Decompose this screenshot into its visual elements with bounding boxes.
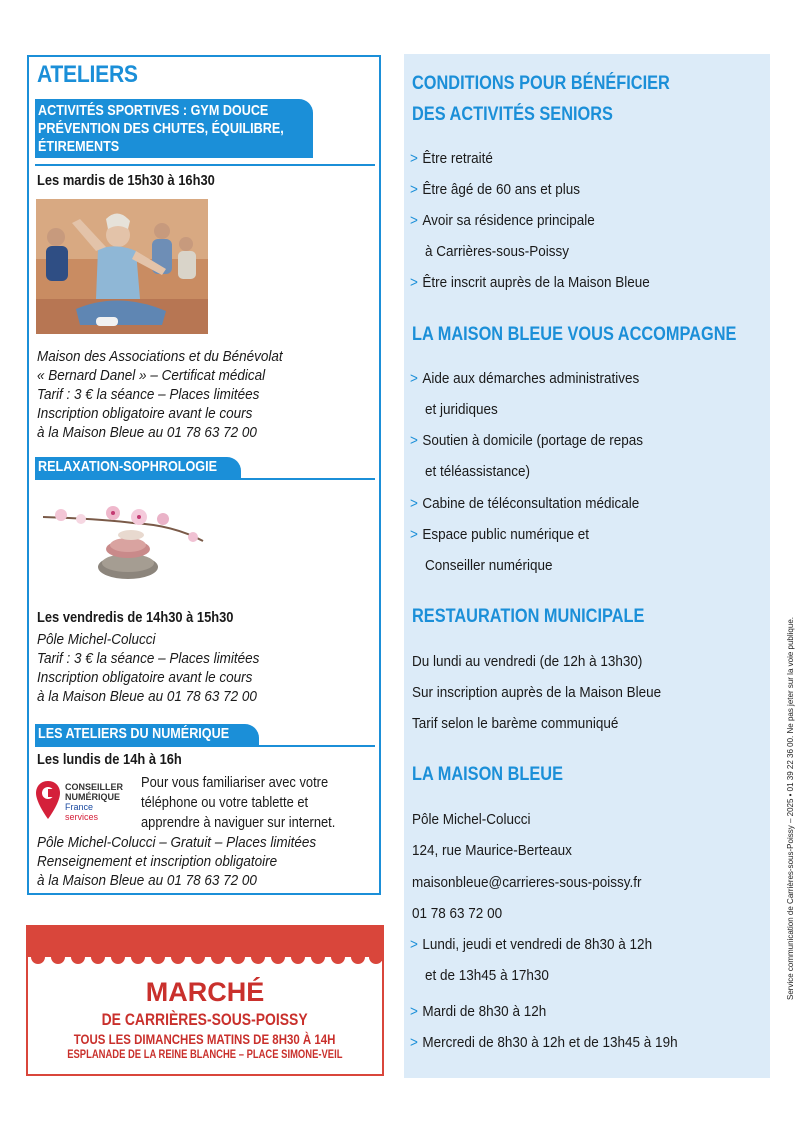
accompagne-item-4: > Espace public numérique et xyxy=(410,526,590,543)
numerique-detail-3: à la Maison Bleue au 01 78 63 72 00 xyxy=(37,872,257,889)
chevron-right-icon: > xyxy=(410,526,418,543)
condition-item-3: > Avoir sa résidence principale xyxy=(410,212,595,229)
maison-bleue-title: LA MAISON BLEUE xyxy=(412,764,563,785)
numerique-divider xyxy=(35,745,375,747)
chevron-right-icon: > xyxy=(410,212,418,229)
restauration-line-1: Du lundi au vendredi (de 12h à 13h30) xyxy=(412,653,643,670)
gym-detail-1: Maison des Associations et du Bénévolat xyxy=(37,348,283,365)
marche-line-3: ESPLANADE DE LA REINE BLANCHE – PLACE SIMONE-VEIL xyxy=(67,1049,343,1061)
ateliers-panel xyxy=(27,55,381,895)
condition-item-1: > Être retraité xyxy=(410,150,493,167)
numerique-schedule: Les lundis de 14h à 16h xyxy=(37,751,182,768)
accompagne-item-4-cont: Conseiller numérique xyxy=(425,557,553,574)
gym-detail-5: à la Maison Bleue au 01 78 63 72 00 xyxy=(37,424,257,441)
numerique-detail-1: Pôle Michel-Colucci – Gratuit – Places limitées xyxy=(37,834,317,851)
gym-schedule: Les mardis de 15h30 à 16h30 xyxy=(37,172,215,189)
relax-schedule: Les vendredis de 14h30 à 15h30 xyxy=(37,609,234,626)
condition-item-4: > Être inscrit auprès de la Maison Bleue xyxy=(410,274,650,291)
restauration-line-2: Sur inscription auprès de la Maison Bleue xyxy=(412,684,662,701)
accompagne-item-2: > Soutien à domicile (portage de repas xyxy=(410,432,644,449)
conseiller-numerique-logo xyxy=(35,779,141,827)
condition-item-2: > Être âgé de 60 ans et plus xyxy=(410,181,581,198)
gym-tab-line-2: PRÉVENTION DES CHUTES, ÉQUILIBRE, xyxy=(38,120,284,137)
restauration-title: RESTAURATION MUNICIPALE xyxy=(412,606,645,627)
gym-detail-2: « Bernard Danel » – Certificat médical xyxy=(37,367,266,384)
marche-box xyxy=(26,925,384,1076)
phone-number: 01 78 63 72 00 xyxy=(412,905,503,922)
relax-detail-1: Pôle Michel-Colucci xyxy=(37,631,156,648)
chevron-right-icon: > xyxy=(410,432,418,449)
tab-gym-douce xyxy=(35,99,313,158)
numerique-intro-2: téléphone ou votre tablette et xyxy=(141,794,309,811)
logo-line-1: CONSEILLER xyxy=(65,782,124,792)
location-pin-icon xyxy=(35,779,61,825)
ateliers-title: ATELIERS xyxy=(37,61,138,88)
email-link[interactable]: maisonbleue@carrieres-sous-poissy.fr xyxy=(412,874,642,891)
hours-item-2: > Mardi de 8h30 à 12h xyxy=(410,1003,547,1020)
awning-decoration xyxy=(28,927,382,969)
chevron-right-icon: > xyxy=(410,1003,418,1020)
gym-divider xyxy=(35,164,375,166)
conditions-title-1: CONDITIONS POUR BÉNÉFICIER xyxy=(412,73,670,94)
accompagne-item-1-cont: et juridiques xyxy=(425,401,498,418)
marche-title: MARCHÉ xyxy=(145,977,265,1007)
numerique-tab-label: LES ATELIERS DU NUMÉRIQUE xyxy=(38,725,230,742)
gym-detail-3: Tarif : 3 € la séance – Places limitées xyxy=(37,386,260,403)
chevron-right-icon: > xyxy=(410,1034,418,1051)
accompagne-item-1: > Aide aux démarches administratives xyxy=(410,370,640,387)
gym-detail-4: Inscription obligatoire avant le cours xyxy=(37,405,253,422)
numerique-intro-1: Pour vous familiariser avec votre xyxy=(141,774,329,791)
relax-divider xyxy=(35,478,375,480)
chevron-right-icon: > xyxy=(410,274,418,291)
chevron-right-icon: > xyxy=(410,936,418,953)
hours-item-3: > Mercredi de 8h30 à 12h et de 13h45 à 19h xyxy=(410,1034,678,1051)
info-panel xyxy=(404,54,770,1078)
accompagne-item-3: > Cabine de téléconsultation médicale xyxy=(410,495,640,512)
gym-tab-line-1: ACTIVITÉS SPORTIVES : GYM DOUCE xyxy=(38,102,269,119)
hours-item-1: > Lundi, jeudi et vendredi de 8h30 à 12h xyxy=(410,936,653,953)
legal-mention: Service communication de Carrières-sous-Poissy – 2025 • 01 39 22 36 00. Ne pas jeter sur la voie publique. xyxy=(786,616,795,1000)
numerique-intro xyxy=(141,773,335,833)
gym-photo xyxy=(36,199,208,334)
chevron-right-icon: > xyxy=(410,150,418,167)
chevron-right-icon: > xyxy=(410,370,418,387)
tab-relaxation xyxy=(35,457,241,478)
marche-line-2: TOUS LES DIMANCHES MATINS DE 8H30 À 14H xyxy=(74,1031,336,1047)
address-line-1: Pôle Michel-Colucci xyxy=(412,811,531,828)
numerique-intro-3: apprendre à naviguer sur internet. xyxy=(141,814,336,831)
tab-numerique xyxy=(35,724,259,745)
condition-item-3-cont: à Carrières-sous-Poissy xyxy=(425,243,570,260)
numerique-detail-2: Renseignement et inscription obligatoire xyxy=(37,853,278,870)
restauration-line-3: Tarif selon le barème communiqué xyxy=(412,715,619,732)
chevron-right-icon: > xyxy=(410,495,418,512)
zen-stones-orchid-image xyxy=(43,489,213,584)
address-line-2: 124, rue Maurice-Berteaux xyxy=(412,842,572,859)
logo-line-2: NUMÉRIQUE xyxy=(65,792,121,802)
relax-detail-3: Inscription obligatoire avant le cours xyxy=(37,669,253,686)
relax-detail-2: Tarif : 3 € la séance – Places limitées xyxy=(37,650,260,667)
hours-item-1-cont: et de 13h45 à 17h30 xyxy=(425,967,549,984)
relax-detail-4: à la Maison Bleue au 01 78 63 72 00 xyxy=(37,688,257,705)
logo-line-3: France xyxy=(65,802,94,812)
marche-line-1: DE CARRIÈRES-SOUS-POISSY xyxy=(101,1010,309,1029)
accompagne-title: LA MAISON BLEUE VOUS ACCOMPAGNE xyxy=(412,324,737,345)
relax-tab-label: RELAXATION-SOPHROLOGIE xyxy=(38,458,217,475)
conditions-title-2: DES ACTIVITÉS SENIORS xyxy=(412,104,613,125)
accompagne-item-2-cont: et téléassistance) xyxy=(425,463,531,480)
logo-line-4: services xyxy=(65,812,99,822)
gym-tab-line-3: ÉTIREMENTS xyxy=(38,138,120,155)
chevron-right-icon: > xyxy=(410,181,418,198)
